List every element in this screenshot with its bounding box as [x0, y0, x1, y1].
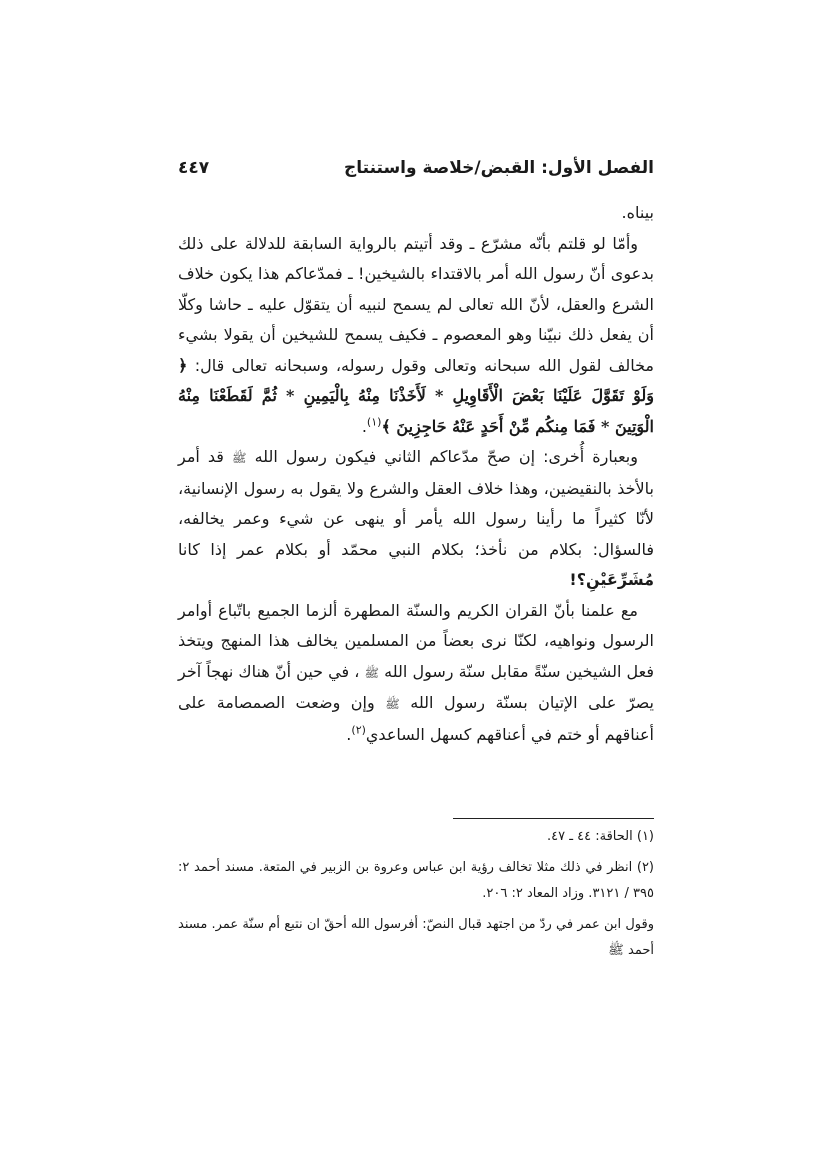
- footnote-1: (١) الحاقة: ٤٤ ـ ٤٧.: [546, 829, 654, 844]
- footnote-3: [178, 912, 654, 964]
- paragraph-4-end: .: [346, 724, 352, 744]
- paragraph-4-text-b: ، في حين أنّ هناك نهجاً آخر يصرّ على الإتيان بسنّة رسول الله: [178, 661, 654, 712]
- footnote-divider: [453, 818, 654, 819]
- footnote-ref-2: (٢): [351, 723, 366, 737]
- paragraph-3-text-b: قد أمر بالأخذ بالنقيضين، وهذا خلاف العقل والشرع ولا يقول به رسول الإنسانية، لأنّا كثيراً ما رأينا رسول الله يأمر أو ينهى عن شيء وعمر يخالفه، فالسؤال: بكلام من نأخذ؛ بكلام النبي محمّد أو بكلام عمر إذا كانا: [178, 447, 654, 559]
- footnote-3-text: وقول ابن عمر في ردّ من اجتهد قبال النصّ: أفرسول الله أحقّ ان نتبع أم سنّة عمر. مسند أحمد: [178, 917, 654, 958]
- chapter-title: الفصل الأول: القبض/خلاصة واستنتاج: [344, 158, 654, 178]
- quran-quote: ﴿ وَلَوْ تَقَوَّلَ عَلَيْنَا بَعْضَ الْأَقَاوِيلِ * لَأَخَذْنَا مِنْهُ بِالْيَمِينِ * ثُمَّ لَقَطَعْنَا مِنْهُ الْوَتِينَ * فَمَا مِنكُم مِّنْ أَحَدٍ عَنْهُ حَاجِزِينَ ﴾: [178, 355, 654, 436]
- paragraph-2-text: وأمّا لو قلتم بأنّه مشرّع ـ وقد أتيتم بالرواية السابقة للدلالة على ذلك بدعوى أنّ رسول الله أمر بالاقتداء بالشيخين! ـ فمدّعاكم هذا يكون خلاف الشرع والعقل، لأنّ الله تعالى لم يسمح لنبيه أن يتقوّل عليه ـ حاشا وكلّا أن يفعل ذلك نبيّنا وهو المعصوم ـ فكيف يسمح للشيخين أن يقولا بشيء مخالف لقول الله سبحانه وتعالى وقول رسوله، وسبحانه تعالى قال:: [178, 233, 655, 375]
- salutation-symbol: ﷺ: [608, 943, 624, 958]
- paragraph-2-end: .: [361, 416, 367, 436]
- salutation-symbol: ﷺ: [385, 697, 400, 711]
- salutation-symbol: ﷺ: [364, 665, 380, 680]
- paragraph-2: [178, 229, 654, 443]
- paragraph-1: بيناه.: [621, 203, 654, 222]
- paragraph-4: [178, 596, 654, 751]
- paragraph-4-text-c: وإن وضعت الصمصامة على أعناقهم أو ختم في أعناقهم كسهل الساعدي: [178, 693, 654, 744]
- paragraph-3: [178, 442, 654, 596]
- paragraph-4-text-a: مع علمنا بأنّ القران الكريم والسنّة المطهرة ألزما الجميع باتّباع أوامر الرسول ونواهيه، لكنّا نرى بعضاً من المسلمين يخالف هذا المنهج ويتخذ فعل الشيخين سنّةً مقابل سنّة رسول الله: [178, 600, 654, 681]
- main-text: [178, 198, 654, 750]
- footnotes: [178, 824, 654, 969]
- salutation-symbol: ﷺ: [232, 451, 247, 465]
- footnote-ref-1: (١): [366, 415, 382, 429]
- paragraph-3-text-c: مُشَرِّعَيْنِ؟!: [569, 570, 654, 589]
- footnote-2: (٢) انظر في ذلك مثلا تخالف رؤية ابن عباس وعروة بن الزبير في المتعة. مسند أحمد ٢: ٣٩٥ / ٣١٢١. وزاد المعاد ٢: ٢٠٦.: [178, 860, 654, 901]
- page-header: [178, 150, 654, 182]
- paragraph-3-text-a: وبعبارة أُخرى: إن صحّ مدّعاكم الثاني فيكون رسول الله: [254, 447, 638, 466]
- page-number: ٤٤٧: [178, 158, 210, 178]
